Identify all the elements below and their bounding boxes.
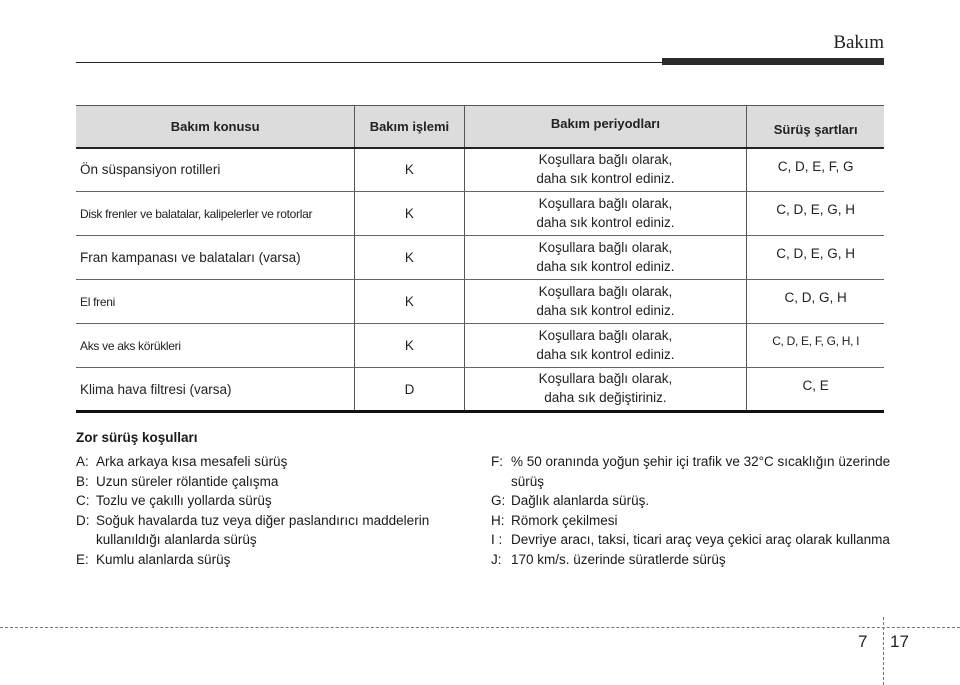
condition-key: G: <box>491 493 506 508</box>
condition-item-d <box>76 511 476 550</box>
table-header-row <box>76 106 884 148</box>
condition-text: Soğuk havalarda tuz veya diğer paslandırıcı maddelerin kullanıldığı alanlarda sürüş <box>96 512 430 547</box>
cell-conditions: C, D, E, G, H <box>747 236 884 280</box>
table-row <box>76 324 884 368</box>
period-line-2: daha sık kontrol ediniz. <box>536 258 675 274</box>
table-row <box>76 192 884 236</box>
condition-key: F: <box>491 454 503 469</box>
table-row <box>76 148 884 192</box>
table-row <box>76 280 884 324</box>
footer-dashed-divider <box>883 617 884 685</box>
condition-item-c <box>76 491 476 511</box>
cell-period <box>464 280 747 324</box>
cell-conditions: C, E <box>747 368 884 412</box>
footer-dashed-rule <box>0 627 960 628</box>
period-line-1: Koşullara bağlı olarak, <box>538 151 673 167</box>
header-driving-conditions: Sürüş şartları <box>747 106 884 148</box>
condition-text: Dağlık alanlarda sürüş. <box>511 493 650 508</box>
cell-conditions: C, D, E, G, H <box>747 192 884 236</box>
header-maintenance-action: Bakım işlemi <box>355 106 464 148</box>
table-row <box>76 236 884 280</box>
condition-key: J: <box>491 551 502 567</box>
condition-text: Uzun süreler rölantide çalışma <box>96 473 279 489</box>
cell-item: Klima hava filtresi (varsa) <box>76 368 355 412</box>
period-line-2: daha sık kontrol ediniz. <box>536 346 675 362</box>
cell-action: D <box>355 368 464 412</box>
period-line-1: Koşullara bağlı olarak, <box>538 283 673 299</box>
cell-period <box>464 368 747 412</box>
condition-text: Kumlu alanlarda sürüş <box>96 551 231 567</box>
condition-item-a <box>76 452 476 472</box>
cell-period <box>464 192 747 236</box>
page-number: 17 <box>890 632 909 651</box>
header-maintenance-item: Bakım konusu <box>76 106 355 148</box>
page-header-title: Bakım <box>833 32 884 53</box>
conditions-title: Zor sürüş koşulları <box>76 430 198 445</box>
cell-period <box>464 236 747 280</box>
cell-action: K <box>355 280 464 324</box>
condition-text: Römork çekilmesi <box>511 512 618 528</box>
condition-text: Arka arkaya kısa mesafeli sürüş <box>96 454 288 469</box>
period-line-2: daha sık kontrol ediniz. <box>536 302 675 318</box>
maintenance-table <box>76 105 884 413</box>
period-line-1: Koşullara bağlı olarak, <box>538 371 673 386</box>
condition-item-j <box>491 550 891 570</box>
period-line-1: Koşullara bağlı olarak, <box>538 239 673 255</box>
cell-item: Fran kampanası ve balataları (varsa) <box>76 236 355 280</box>
period-line-1: Koşullara bağlı olarak, <box>538 195 673 211</box>
condition-item-g <box>491 491 891 511</box>
condition-item-i <box>491 530 891 550</box>
cell-conditions: C, D, G, H <box>747 280 884 324</box>
condition-key: E: <box>76 551 89 567</box>
condition-key: C: <box>76 493 90 508</box>
page-chapter-number: 7 <box>858 632 868 651</box>
cell-item: Disk frenler ve balatalar, kalipelerler ve rotorlar <box>76 192 355 236</box>
condition-key: H: <box>491 512 505 528</box>
period-line-1: Koşullara bağlı olarak, <box>538 327 673 343</box>
condition-key: I : <box>491 532 503 547</box>
condition-key: A: <box>76 454 89 469</box>
header-rule <box>76 62 666 63</box>
condition-text: Tozlu ve çakıllı yollarda sürüş <box>96 493 272 508</box>
condition-text: Devriye aracı, taksi, ticari araç veya çekici araç olarak kullanma <box>511 532 890 547</box>
condition-text: % 50 oranında yoğun şehir içi trafik ve 32°C sıcaklığın üzerinde sürüş <box>511 454 891 489</box>
header-maintenance-period: Bakım periyodları <box>464 106 747 148</box>
period-line-2: daha sık kontrol ediniz. <box>536 214 675 230</box>
cell-action: K <box>355 236 464 280</box>
condition-item-f <box>491 452 891 491</box>
cell-period <box>464 148 747 192</box>
condition-text: 170 km/s. üzerinde süratlerde sürüş <box>511 551 726 567</box>
cell-item: Aks ve aks körükleri <box>76 324 355 368</box>
cell-period <box>464 324 747 368</box>
cell-action: K <box>355 148 464 192</box>
condition-key: B: <box>76 473 89 489</box>
period-line-2: daha sık değiştiriniz. <box>544 390 667 405</box>
cell-action: K <box>355 192 464 236</box>
period-line-2: daha sık kontrol ediniz. <box>536 170 675 186</box>
header-accent-bar <box>662 58 884 65</box>
conditions-list-left <box>76 452 476 569</box>
cell-conditions: C, D, E, F, G <box>747 148 884 192</box>
cell-item: El freni <box>76 280 355 324</box>
cell-action: K <box>355 324 464 368</box>
table-row <box>76 368 884 412</box>
condition-item-h <box>491 511 891 531</box>
cell-conditions: C, D, E, F, G, H, I <box>747 324 884 368</box>
condition-item-b <box>76 472 476 492</box>
conditions-list-right <box>491 452 891 569</box>
condition-key: D: <box>76 512 90 528</box>
condition-item-e <box>76 550 476 570</box>
cell-item: Ön süspansiyon rotilleri <box>76 148 355 192</box>
